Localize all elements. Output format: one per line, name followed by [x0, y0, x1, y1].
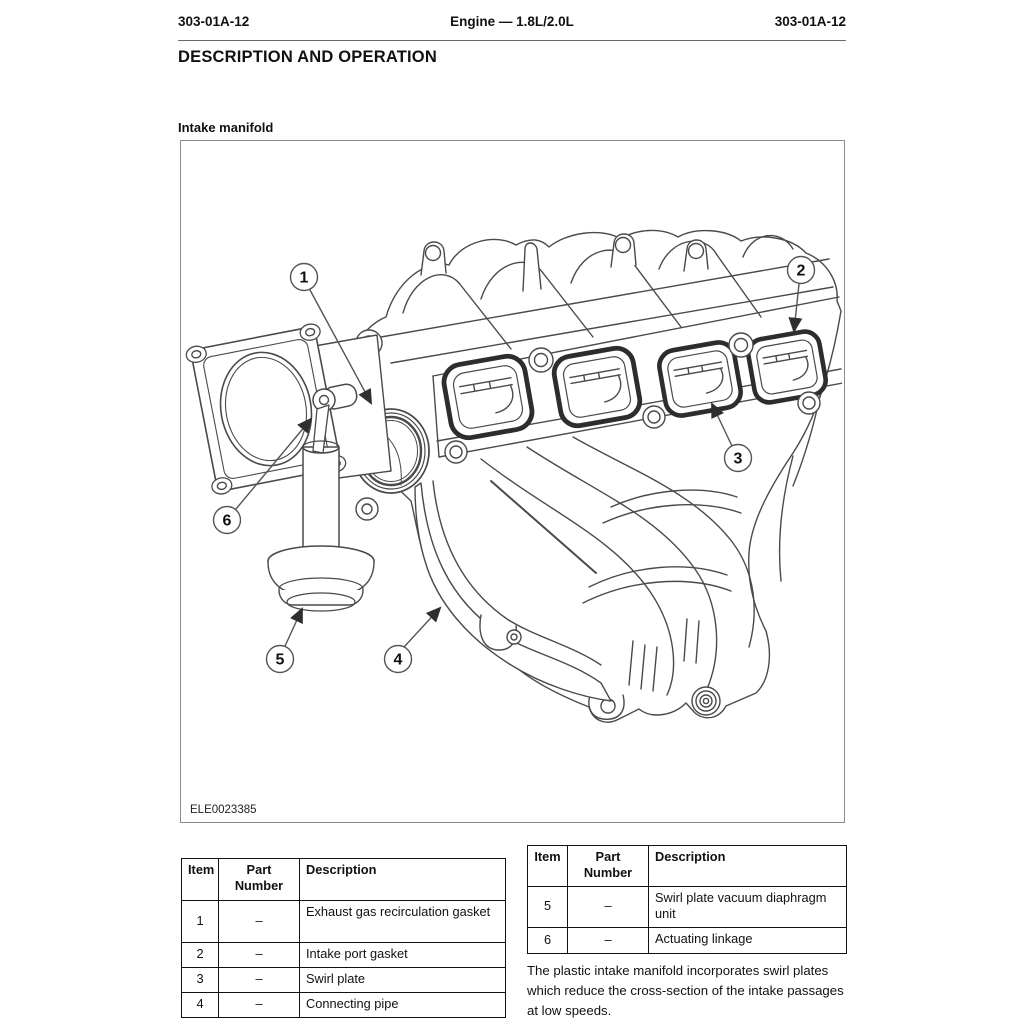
col-header-item: Item: [182, 859, 219, 901]
item-cell: 4: [182, 993, 219, 1018]
header-section-code-left: 303-01A-12: [178, 14, 250, 29]
description-cell: Swirl plate vacuum diaphragm unit: [649, 887, 847, 928]
description-cell: Connecting pipe: [300, 993, 506, 1018]
item-cell: 6: [528, 928, 568, 954]
part-number-cell: –: [219, 943, 300, 968]
svg-text:4: 4: [393, 651, 403, 669]
port-gasket-2: [552, 346, 643, 429]
figure-id-label: ELE0023385: [190, 804, 257, 816]
col-header-description: Description: [649, 846, 847, 887]
table-row: [182, 993, 506, 1018]
svg-text:6: 6: [222, 512, 232, 530]
description-cell: Exhaust gas recirculation gasket: [300, 901, 506, 943]
item-cell: 5: [528, 887, 568, 928]
callout-5: [267, 609, 303, 673]
description-cell: Actuating linkage: [649, 928, 847, 954]
parts-table-items-5-6: [527, 845, 847, 954]
svg-text:3: 3: [733, 450, 743, 468]
svg-text:1: 1: [299, 269, 309, 287]
figure-box: [180, 140, 845, 823]
parts-table-items-1-4: [181, 858, 506, 1018]
item-cell: 2: [182, 943, 219, 968]
col-header-part-number: Part Number: [568, 846, 649, 887]
part-number-cell: –: [568, 928, 649, 954]
col-header-part-number: Part Number: [219, 859, 300, 901]
part-number-cell: –: [219, 993, 300, 1018]
part-number-cell: –: [219, 901, 300, 943]
port-gasket-1: [441, 353, 535, 440]
table-row: [182, 968, 506, 993]
header-rule: [178, 40, 846, 41]
section-title: DESCRIPTION AND OPERATION: [178, 48, 437, 66]
description-cell: Swirl plate: [300, 968, 506, 993]
header-title: Engine — 1.8L/2.0L: [450, 14, 574, 29]
svg-text:5: 5: [275, 651, 285, 669]
table-row: [182, 901, 506, 943]
col-header-description: Description: [300, 859, 506, 901]
intake-manifold-drawing: [181, 141, 842, 820]
table-row: [182, 943, 506, 968]
callout-4: [385, 608, 441, 673]
throttle-body-flange: [185, 322, 391, 495]
table-row: [528, 887, 847, 928]
col-header-item: Item: [528, 846, 568, 887]
manual-paragraph: The plastic intake manifold incorporates swirl plates which reduce the cross-section of the intake passages at low speeds.: [527, 963, 844, 1018]
description-cell: Intake port gasket: [300, 943, 506, 968]
header-section-code-right: 303-01A-12: [774, 14, 846, 29]
svg-text:2: 2: [796, 262, 806, 280]
table-row: [528, 928, 847, 954]
figure-title: Intake manifold: [178, 120, 274, 135]
part-number-cell: –: [219, 968, 300, 993]
part-number-cell: –: [568, 887, 649, 928]
item-cell: 3: [182, 968, 219, 993]
item-cell: 1: [182, 901, 219, 943]
